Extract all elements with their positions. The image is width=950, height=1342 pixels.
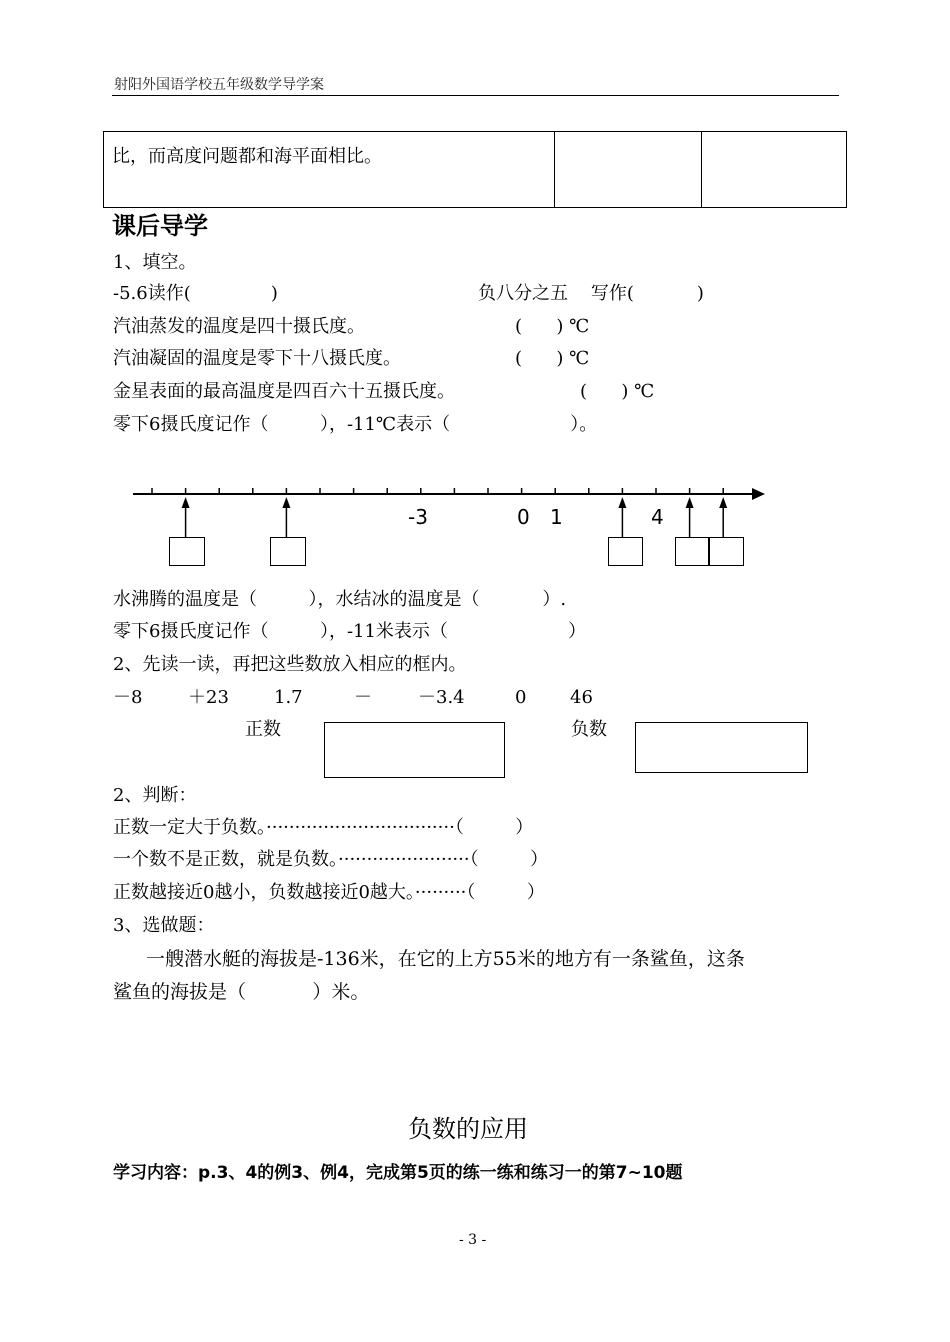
q1-line4-text: 金星表面的最高温度是四百六十五摄氏度。: [113, 381, 455, 402]
document-header: 射阳外国语学校五年级数学导学案: [114, 77, 324, 93]
table-cell-text: 比，而高度问题都和海平面相比。: [112, 146, 382, 167]
page-number: - 3 -: [459, 1232, 487, 1248]
number-line-pointer: [182, 497, 190, 537]
judge-item: 一个数不是正数，就是负数。·······················（ ）: [113, 849, 549, 870]
judge-title: 2、判断：: [113, 785, 197, 806]
q1-line3-blank: ( ) ℃: [515, 348, 590, 369]
q1-line5: 零下6摄氏度记作（ ），-11℃表示（ ）。: [113, 414, 598, 435]
section-heading: 课后导学: [112, 212, 208, 240]
number-line-label-1: 1: [550, 505, 563, 529]
q2-number: 0: [515, 687, 527, 708]
q3-title: 3、选做题：: [113, 915, 215, 936]
q2-number: －3.4: [418, 687, 465, 708]
number-line-pointer: [618, 497, 626, 537]
q2-number: 46: [570, 687, 593, 708]
q1-line4-blank: ( ) ℃: [580, 381, 655, 402]
number-line-pointer: [282, 497, 290, 537]
answer-box[interactable]: [169, 537, 205, 566]
q1-line1-left: -5.6读作( ): [113, 283, 278, 304]
q1-line2-text: 汽油蒸发的温度是四十摄氏度。: [113, 316, 365, 337]
number-line-pointer: [686, 497, 694, 537]
number-line-label-neg3: -3: [408, 505, 428, 529]
q3-text-line2: 鲨鱼的海拔是（ ）米。: [113, 981, 370, 1003]
judge-item: 正数一定大于负数。·································（ ）: [113, 817, 534, 838]
number-line-label-4: 4: [651, 505, 664, 529]
q1-line3-text: 汽油凝固的温度是零下十八摄氏度。: [113, 348, 401, 369]
positive-label: 正数: [245, 719, 281, 740]
positive-numbers-box[interactable]: [324, 722, 505, 778]
q3-text-line1: 一艘潜水艇的海拔是-136米，在它的上方55米的地方有一条鲨鱼，这条: [146, 948, 745, 970]
answer-box[interactable]: [708, 537, 744, 566]
lesson-content: 学习内容：p.3、4的例3、例4，完成第5页的练一练和练习一的第7~10题: [113, 1163, 683, 1183]
q1-line2-blank: ( ) ℃: [515, 316, 590, 337]
answer-box[interactable]: [270, 537, 306, 566]
number-line-arrowhead: [752, 488, 765, 500]
number-line-pointer: [719, 497, 727, 537]
lesson-title: 负数的应用: [408, 1115, 528, 1143]
q1-title: 1、填空。: [113, 252, 197, 273]
q2-number: －8: [113, 687, 143, 708]
judge-item: 正数越接近0越小，负数越接近0越大。·········（ ）: [113, 882, 545, 903]
number-line-label-0: 0: [517, 505, 530, 529]
q2-number: 1.7: [274, 687, 303, 708]
number-line-pointers: [182, 497, 728, 537]
answer-box[interactable]: [675, 537, 710, 566]
q2-title: 2、先读一读，再把这些数放入相应的框内。: [113, 654, 467, 675]
negative-numbers-box[interactable]: [635, 722, 808, 773]
fill-line-boiling: 水沸腾的温度是（ ），水结冰的温度是（ ）.: [113, 589, 567, 610]
negative-label: 负数: [571, 719, 607, 740]
q2-number: －: [354, 687, 372, 708]
fill-line-meters: 零下6摄氏度记作（ ），-11米表示（ ）: [113, 621, 587, 642]
q2-number: ＋23: [188, 687, 229, 708]
answer-box[interactable]: [608, 537, 643, 566]
q1-line1-right: 负八分之五 写作( ): [478, 283, 704, 304]
